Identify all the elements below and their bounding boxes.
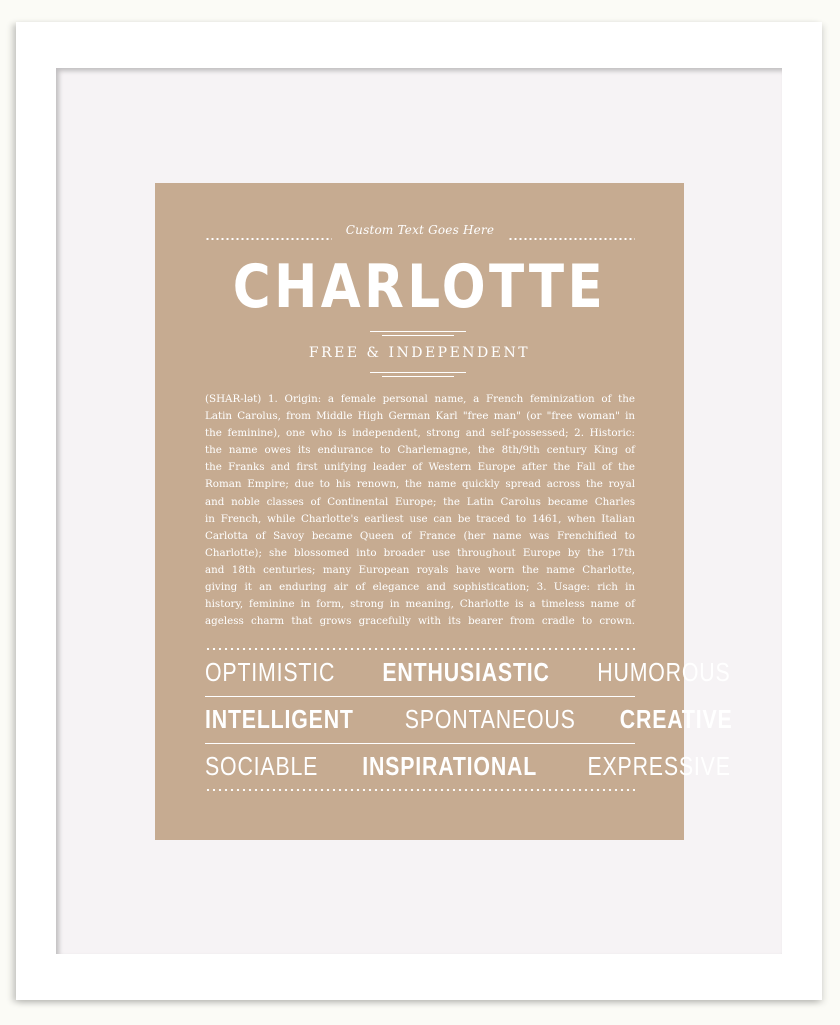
definition-line: Latin Carolus, from Middle High German Karl "free man" (or "free woman" in: [205, 410, 635, 423]
trait-word: SOCIABLE: [205, 751, 319, 781]
trait-word: INTELLIGENT: [205, 704, 354, 734]
traits-divider-1: [205, 696, 635, 697]
definition-line: giving it an enduring air of elegance and sophistication; 3. Usage: rich in: [205, 581, 635, 594]
definition-line: the Franks and first unifying leader of Western Europe after the Fall of the: [205, 461, 635, 474]
name-print: [155, 183, 733, 840]
definition-line: and noble classes of Continental Europe; the Latin Carolus became Charles: [205, 495, 635, 508]
rule-lower-2: [382, 376, 454, 377]
dotted-divider-traits-bottom: [205, 789, 635, 791]
name-subtitle: FREE & INDEPENDENT: [308, 345, 531, 361]
dotted-divider-traits-top: [205, 648, 635, 650]
traits-row-2: [205, 704, 733, 738]
trait-word: CREATIVE: [619, 704, 733, 734]
definition-line: Roman Empire; due to his renown, the name quickly spread across the royal: [205, 478, 635, 491]
definition-line: Carlotta of Savoy became Queen of France (her name was Frenchified to: [205, 529, 635, 542]
rule-upper-1: [370, 331, 466, 332]
trait-word: INSPIRATIONAL: [362, 751, 538, 781]
definition-line: Charlotte); she blossomed into broader use throughout Europe by the 17th: [205, 546, 635, 559]
trait-word: OPTIMISTIC: [205, 657, 336, 687]
rule-upper-2: [382, 335, 454, 336]
trait-word: HUMOROUS: [597, 657, 731, 687]
trait-word: EXPRESSIVE: [587, 751, 732, 781]
definition-line: the name owes its endurance to Charlemagne, the 8th/9th century King of: [205, 444, 635, 457]
definition-line: and 18th centuries; many European royals have worn the name Charlotte,: [205, 563, 635, 576]
dotted-divider-left: [205, 238, 332, 240]
definition-line: ageless charm that grows gracefully with its bearer from cradle to crown.: [205, 615, 635, 628]
rule-lower-1: [370, 372, 466, 373]
definition-line: the feminine), one who is independent, strong and self-possessed; 2. Historic:: [205, 427, 635, 440]
custom-text: Custom Text Goes Here: [345, 223, 495, 237]
trait-word: SPONTANEOUS: [405, 704, 577, 734]
name-definition: [205, 391, 635, 630]
dotted-divider-right: [508, 238, 635, 240]
traits-divider-2: [205, 743, 635, 744]
definition-line: (SHAR-lət) 1. Origin: a female personal name, a French feminization of the: [205, 393, 635, 405]
definition-line: history, feminine in form, strong in meaning, Charlotte is a timeless name of: [205, 598, 635, 611]
definition-line: in French, while Charlotte's earliest use can be traced to 1461, when Italian: [205, 512, 635, 525]
name-title: CHARLOTTE: [232, 252, 607, 322]
traits-row-1: [205, 657, 731, 691]
trait-word: ENTHUSIASTIC: [382, 657, 550, 687]
custom-text-row: [205, 223, 635, 245]
traits-row-3: [205, 751, 732, 785]
